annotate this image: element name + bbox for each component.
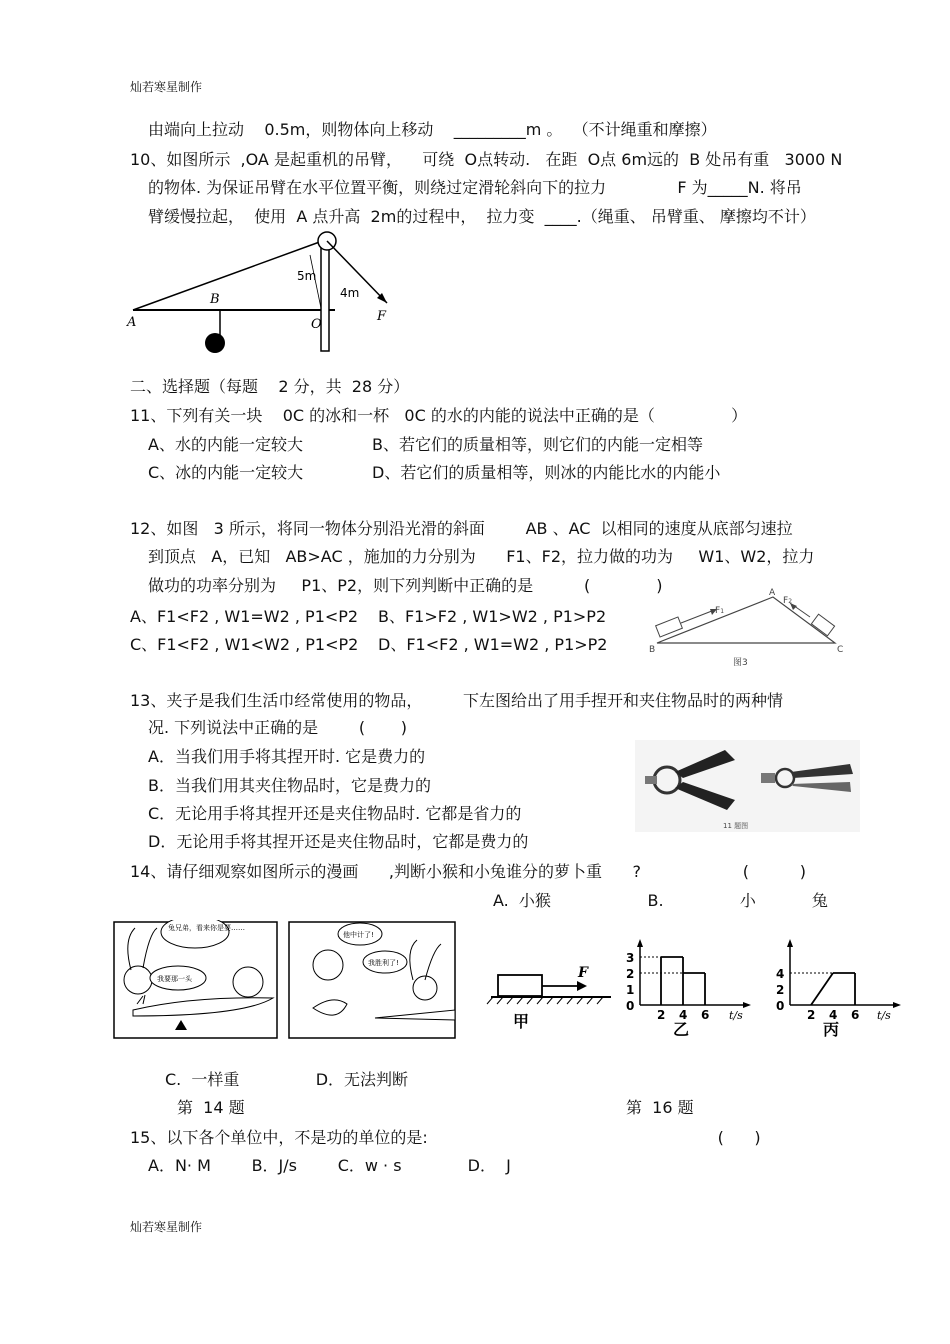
q13-option-a: A．当我们用手将其捏开时. 它是费力的 (148, 747, 426, 766)
q10-line2: 的物体. 为保证吊臂在水平位置平衡，则绕过定滑轮斜向下的拉力 F 为_____N. 将吊 (148, 178, 802, 197)
clip-caption: 11 题图 (723, 822, 749, 830)
q15-stem: 15、以下各个单位中，不是功的单位的是: ( ) (130, 1128, 761, 1147)
label-B: B (210, 292, 220, 307)
footer-maker: 灿若寒星制作 (130, 1220, 203, 1234)
yi-y-0: 0 (626, 999, 635, 1013)
q11-option-a: A、水的内能一定较大 (148, 435, 303, 454)
label-5m: 5m (297, 269, 317, 283)
bing-x-6: 6 (851, 1008, 860, 1022)
clip-figure (635, 740, 860, 832)
incline-figure (645, 585, 850, 670)
q16-caption: 第 16 题 (626, 1098, 694, 1117)
q12-option-b: B、F1>F2 , W1>W2 , P1>P2 (378, 607, 607, 626)
yi-y-1: 1 (626, 983, 635, 997)
q10-line3: 臂缓慢拉起， 使用 A 点升高 2m的过程中， 拉力变 ____.（绳重、 吊臂重、 摩擦均不计） (148, 207, 816, 226)
label-F: F (377, 309, 387, 324)
q16-figure (483, 935, 908, 1045)
q11-option-c: C、冰的内能一定较大 (148, 463, 304, 482)
yi-x-2: 2 (657, 1008, 666, 1022)
section2-title: 二、选择题（每题 2 分，共 28 分） (130, 377, 410, 396)
bing-label: 丙 (823, 1020, 840, 1039)
q9-tail: 由端向上拉动 0.5m，则物体向上移动 _________m 。 （不计绳重和摩擦） (148, 120, 717, 139)
label-4m: 4m (340, 286, 360, 300)
incline-caption: 图3 (733, 658, 748, 668)
bubble-4: 我胜利了! (368, 959, 399, 967)
bubble-2: 我要那一头 (157, 975, 192, 983)
q12-option-c: C、F1<F2 , W1<W2 , P1<P2 (130, 635, 359, 654)
bing-y-4: 4 (776, 967, 785, 981)
q12-line3: 做功的功率分别为 P1、P2，则下列判断中正确的是 ( ) (148, 576, 663, 595)
q14-stem: 14、请仔细观察如图所示的漫画 ,判断小猴和小兔谁分的萝卜重 ? ( ) (130, 862, 807, 881)
incline-label-c: C (837, 645, 844, 655)
q14-options-ab: A. 小猴 B. 小 兔 (493, 891, 828, 910)
label-A: A (127, 315, 137, 330)
yi-label: 乙 (673, 1020, 690, 1039)
bubble-1: 兔兄弟，看来你是要…… (168, 924, 245, 932)
q13-option-c: C．无论用手将其捏开还是夹住物品时. 它都是省力的 (148, 804, 522, 823)
q12-line1: 12、如图 3 所示，将同一物体分别沿光滑的斜面 AB 、AC 以相同的速度从底部匀速拉 (130, 519, 793, 538)
q12-option-d: D、F1<F2 , W1=W2 , P1>P2 (378, 635, 608, 654)
yi-t-unit: t/s (729, 1009, 743, 1022)
incline-label-f1: F1 (715, 606, 725, 616)
yi-y-3: 3 (626, 951, 635, 965)
q11-stem: 11、下列有关一块 0C 的冰和一杯 0C 的水的内能的说法中正确的是（ ） (130, 406, 748, 425)
q13-line2: 况. 下列说法中正确的是 ( ) (148, 718, 407, 737)
q14-caption: 第 14 题 (177, 1098, 245, 1117)
bing-y-0: 0 (776, 999, 785, 1013)
q11-option-b: B、若它们的质量相等，则它们的内能一定相等 (372, 435, 703, 454)
q12-option-a: A、F1<F2 , W1=W2 , P1<P2 (130, 607, 359, 626)
header-maker: 灿若寒星制作 (130, 80, 203, 94)
q10-line1: 10、如图所示 ,OA 是起重机的吊臂， 可绕 O点转动. 在距 O点 6m远的 B 处吊有重 3000 N (130, 150, 843, 169)
q14-options-cd: C. 一样重 D．无法判断 (165, 1070, 409, 1089)
incline-label-b: B (649, 645, 656, 655)
incline-label-f2: F2 (783, 596, 793, 606)
bing-y-2: 2 (776, 983, 785, 997)
yi-y-2: 2 (626, 967, 635, 981)
yi-x-4: 4 (679, 1008, 688, 1022)
jia-label: 甲 (513, 1012, 530, 1031)
yi-x-6: 6 (701, 1008, 710, 1022)
bing-t-unit: t/s (877, 1009, 891, 1022)
q13-option-d: D．无论用手将其捏开还是夹住物品时，它都是费力的 (148, 832, 529, 851)
bing-x-4: 4 (829, 1008, 838, 1022)
q13-option-b: B．当我们用其夹住物品时，它是费力的 (148, 776, 431, 795)
label-O: O (311, 317, 322, 332)
bing-x-2: 2 (807, 1008, 816, 1022)
cartoon-figure (113, 920, 458, 1042)
q15-options: A．N· M B．J/s C．w · s D． J (148, 1156, 511, 1175)
jia-F: F (578, 965, 588, 981)
q11-option-d: D、若它们的质量相等，则冰的内能比水的内能小 (372, 463, 721, 482)
q13-line1: 13、夹子是我们生活巾经常使用的物品， 下左图给出了用手捏开和夹住物品时的两种情 (130, 691, 784, 710)
incline-label-a: A (769, 588, 776, 598)
crane-figure (125, 225, 400, 360)
q12-line2: 到顶点 A，已知 AB>AC ，施加的力分别为 F1、F2，拉力做的功为 W1、W2，拉力 (148, 547, 815, 566)
bubble-3: 他中计了! (343, 931, 374, 939)
